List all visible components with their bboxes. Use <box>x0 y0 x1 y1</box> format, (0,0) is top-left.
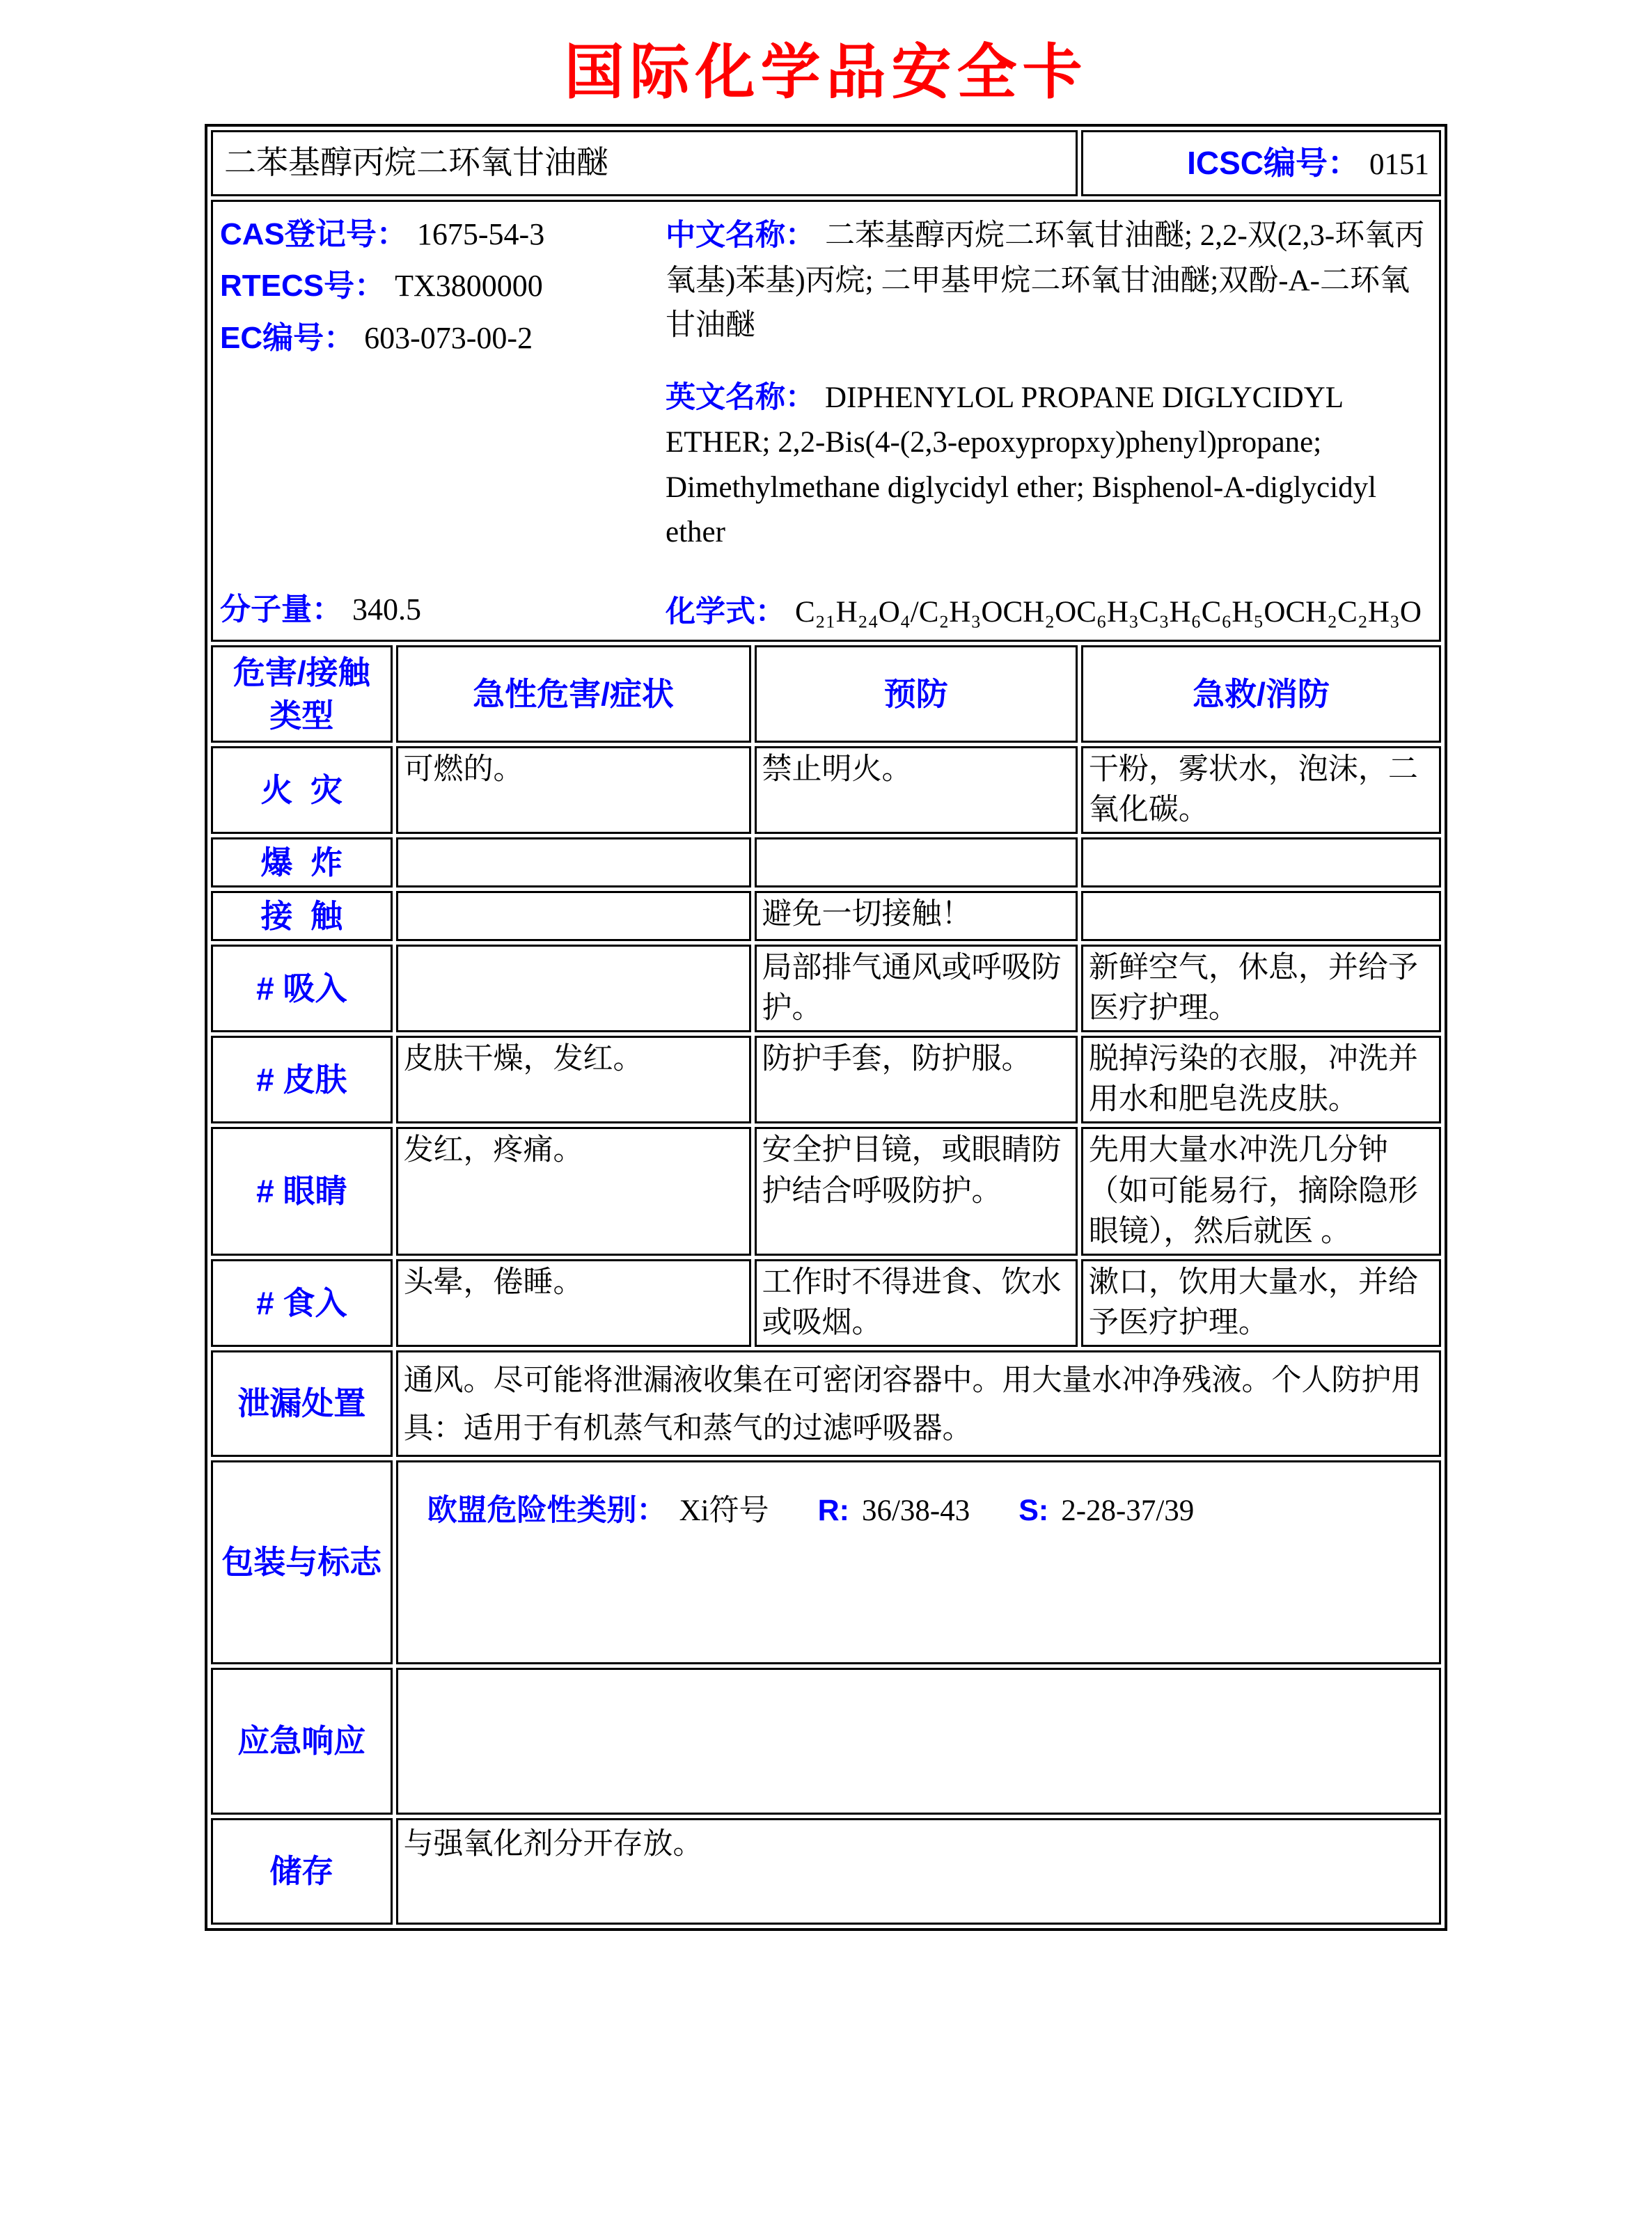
names-block <box>666 213 1432 634</box>
eu-class-value: Xi符号 <box>679 1494 769 1528</box>
explosion-row <box>211 837 1441 887</box>
fire-row <box>211 746 1441 834</box>
english-name-value: DIPHENYLOL PROPANE DIGLYCIDYL ETHER; 2,2-Bis(4-(2,3-epoxypropxy)phenyl)propane; Dimethylmethane diglycidyl ether; Bisphenol-A-diglycidyl ether <box>666 381 1377 549</box>
page-title: 国际化学品安全卡 <box>564 39 1088 106</box>
fire-symptoms-cell: 可燃的。 <box>396 746 751 834</box>
explosion-response-cell <box>1081 837 1441 887</box>
ingestion-prevention-cell: 工作时不得进食、饮水或吸烟。 <box>755 1259 1078 1347</box>
registry-numbers-block <box>220 213 666 634</box>
formula-value: C₂₁H₂₄O₄/C₂H₃OCH₂OC₆H₃C₃H₆C₆H₅OCH₂C₂H₃O <box>795 595 1422 629</box>
icsc-label: ICSC编号： <box>1187 144 1360 181</box>
safety-card-table <box>205 124 1447 1931</box>
chinese-name-label: 中文名称： <box>666 219 815 252</box>
cas-number-line <box>220 213 666 256</box>
emergency-response-label: 应急响应 <box>211 1668 393 1815</box>
rtecs-value: TX3800000 <box>395 269 543 303</box>
cas-label: CAS登记号： <box>220 217 407 251</box>
s-phrase-label: S: <box>1018 1494 1049 1528</box>
chinese-name-value: 二苯基醇丙烷二环氧甘油醚; 2,2-双(2,3-环氧丙氧基)苯基)丙烷; 二甲基甲烷二环氧甘油醚;双酚-A-二环氧甘油醚 <box>666 219 1425 342</box>
inhalation-prevention-cell: 局部排气通风或呼吸防护。 <box>755 945 1078 1032</box>
header-hazard-type: 危害/接触类型 <box>211 645 393 743</box>
r-phrase-label: R: <box>817 1494 849 1528</box>
ec-label: EC编号： <box>220 320 355 355</box>
explosion-row-label: 爆 炸 <box>211 837 393 887</box>
packaging-labelling-label: 包装与标志 <box>211 1460 393 1664</box>
spacer <box>220 368 666 587</box>
contact-prevention-cell: 避免一切接触！ <box>755 891 1078 941</box>
emergency-response-content <box>396 1668 1441 1815</box>
ec-value: 603-073-00-2 <box>364 320 533 355</box>
identification-cell <box>211 200 1441 642</box>
cas-value: 1675-54-3 <box>416 217 545 251</box>
contact-symptoms-cell <box>396 891 751 941</box>
english-name-paragraph <box>666 375 1432 555</box>
storage-content: 与强氧化剂分开存放。 <box>396 1818 1441 1925</box>
eu-class-label: 欧盟危险性类别： <box>427 1494 667 1528</box>
eu-hazard-class-line <box>427 1490 1433 1531</box>
eyes-row-label: # 眼睛 <box>211 1127 393 1255</box>
inhalation-symptoms-cell <box>396 945 751 1032</box>
name-row <box>211 130 1441 196</box>
storage-label: 储存 <box>211 1818 393 1925</box>
ingestion-row <box>211 1259 1441 1347</box>
ingestion-response-cell: 漱口，饮用大量水，并给予医疗护理。 <box>1081 1259 1441 1347</box>
contact-row <box>211 891 1441 941</box>
molecular-weight-line <box>220 588 666 634</box>
spacer <box>666 555 1432 592</box>
product-name: 二苯基醇丙烷二环氧甘油醚 <box>224 145 608 181</box>
r-phrase-value: 36/38-43 <box>861 1494 970 1528</box>
skin-prevention-cell: 防护手套，防护服。 <box>755 1036 1078 1123</box>
inhalation-row-label: # 吸入 <box>211 945 393 1032</box>
packaging-labelling-content <box>396 1460 1441 1664</box>
fire-row-label: 火 灾 <box>211 746 393 834</box>
fire-prevention-cell: 禁止明火。 <box>755 746 1078 834</box>
header-firstaid-firefighting: 急救/消防 <box>1081 645 1441 743</box>
contact-row-label: 接 触 <box>211 891 393 941</box>
english-name-label: 英文名称： <box>666 380 815 414</box>
ingestion-symptoms-cell: 头晕，倦睡。 <box>396 1259 751 1347</box>
inhalation-row <box>211 945 1441 1032</box>
storage-row <box>211 1818 1441 1925</box>
inhalation-response-cell: 新鲜空气，休息，并给予医疗护理。 <box>1081 945 1441 1032</box>
skin-response-cell: 脱掉污染的衣服，冲洗并用水和肥皂洗皮肤。 <box>1081 1036 1441 1123</box>
fire-response-cell: 干粉，雾状水，泡沫，二氧化碳。 <box>1081 746 1441 834</box>
eyes-response-cell: 先用大量水冲洗几分钟（如可能易行，摘除隐形眼镜），然后就医 。 <box>1081 1127 1441 1255</box>
spill-disposal-label: 泄漏处置 <box>211 1350 393 1457</box>
icsc-cell <box>1081 130 1441 196</box>
identification-row <box>211 200 1441 642</box>
identification-layout <box>220 213 1432 634</box>
rtecs-label: RTECS号： <box>220 269 386 303</box>
skin-row-label: # 皮肤 <box>211 1036 393 1123</box>
spill-disposal-row <box>211 1350 1441 1457</box>
eyes-symptoms-cell: 发红，疼痛。 <box>396 1127 751 1255</box>
spill-disposal-content: 通风。尽可能将泄漏液收集在可密闭容器中。用大量水冲净残液。个人防护用具：适用于有机蒸气和蒸气的过滤呼吸器。 <box>396 1350 1441 1457</box>
skin-row <box>211 1036 1441 1123</box>
product-name-cell <box>211 130 1078 196</box>
chemical-formula-line <box>666 592 1432 634</box>
hazard-header-row <box>211 645 1441 743</box>
header-prevention: 预防 <box>755 645 1078 743</box>
formula-label: 化学式： <box>666 594 785 629</box>
ingestion-row-label: # 食入 <box>211 1259 393 1347</box>
eyes-prevention-cell: 安全护目镜，或眼睛防护结合呼吸防护。 <box>755 1127 1078 1255</box>
skin-symptoms-cell: 皮肤干燥，发红。 <box>396 1036 751 1123</box>
molecular-weight-label: 分子量： <box>220 592 343 626</box>
emergency-response-row <box>211 1668 1441 1815</box>
chinese-name-paragraph <box>666 213 1432 349</box>
contact-response-cell <box>1081 891 1441 941</box>
s-phrase-value: 2-28-37/39 <box>1061 1494 1195 1528</box>
rtecs-number-line <box>220 265 666 308</box>
molecular-weight-value: 340.5 <box>352 592 421 626</box>
ec-number-line <box>220 317 666 360</box>
packaging-labelling-row <box>211 1460 1441 1664</box>
explosion-symptoms-cell <box>396 837 751 887</box>
icsc-number: 0151 <box>1369 148 1429 181</box>
header-acute-symptoms: 急性危害/症状 <box>396 645 751 743</box>
explosion-prevention-cell <box>755 837 1078 887</box>
eyes-row <box>211 1127 1441 1255</box>
